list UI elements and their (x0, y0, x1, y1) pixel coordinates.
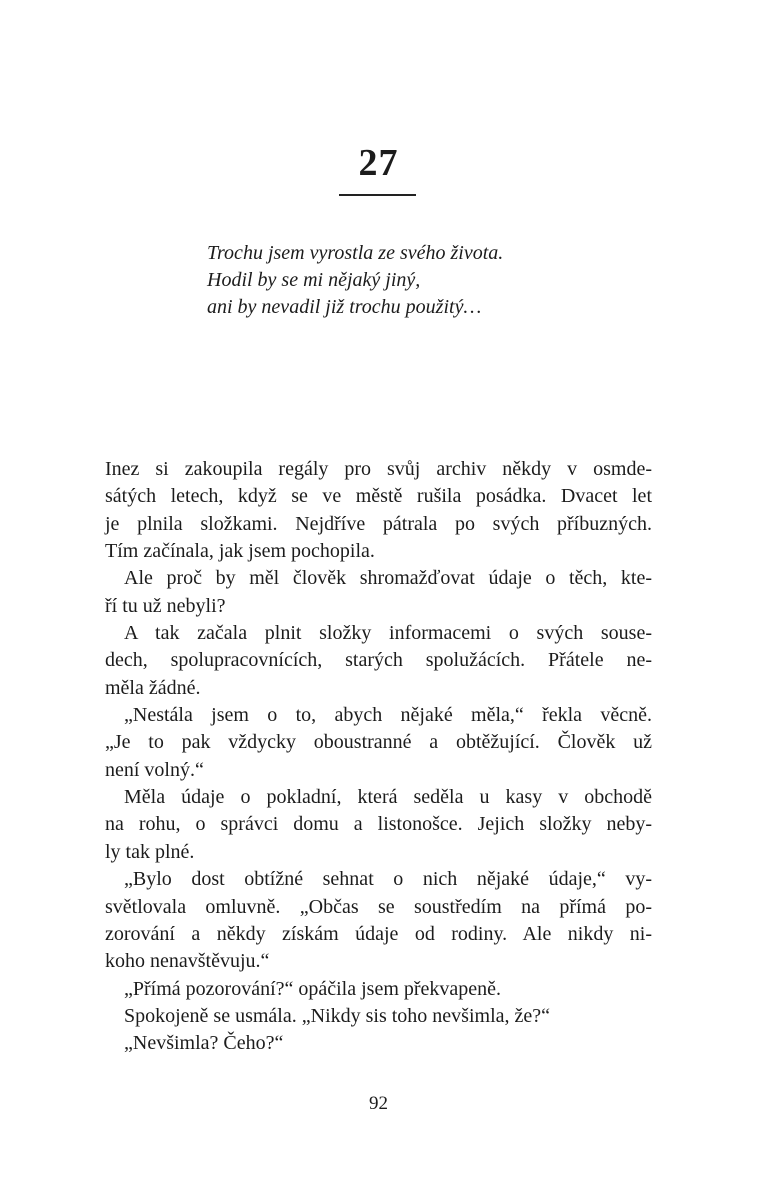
epigraph-line: Trochu jsem vyrostla ze svého života. (207, 242, 504, 264)
page-number: 92 (369, 1093, 388, 1114)
body-line: Spokojeně se usmála. „Nikdy sis toho nevšimla, že?“ (124, 1004, 551, 1027)
body-line: Měla údaje o pokladní, která seděla u kasy v obchodě (124, 786, 652, 809)
body-line: není volný.“ (105, 758, 204, 781)
body-line: „Přímá pozorování?“ opáčila jsem překvapeně. (124, 977, 502, 1000)
body-line: světlovala omluvně. „Občas se soustředím na přímá po- (105, 895, 652, 918)
body-line: koho nenavštěvuju.“ (105, 950, 270, 973)
body-line: „Bylo dost obtížné sehnat o nich nějaké údaje,“ vy- (124, 868, 652, 891)
body-line: Ale proč by měl člověk shromažďovat údaje o těch, kte- (124, 567, 652, 590)
body-line: je plnila složkami. Nejdříve pátrala po svých příbuzných. (105, 512, 652, 535)
epigraph-line: Hodil by se mi nějaký jiný, (207, 269, 421, 291)
chapter-rule (339, 194, 416, 196)
body-line: ří tu už nebyli? (105, 594, 226, 617)
body-line: sátých letech, když se ve městě rušila posádka. Dvacet let (105, 485, 652, 508)
body-line: ly tak plné. (105, 840, 195, 863)
body-line: měla žádné. (105, 676, 201, 699)
body-line: A tak začala plnit složky informacemi o svých souse- (124, 622, 652, 645)
epigraph (207, 240, 503, 321)
body-line: dech, spolupracovnících, starých spolužácích. Přátele ne- (105, 649, 652, 672)
epigraph-line: ani by nevadil již trochu použitý… (207, 296, 482, 318)
body-line: na rohu, o správci domu a listonošce. Jejich složky neby- (105, 813, 652, 836)
body-text (105, 456, 652, 1058)
body-line: Inez si zakoupila regály pro svůj archiv někdy v osmde- (105, 458, 652, 480)
body-line: „Nestála jsem o to, abych nějaké měla,“ řekla věcně. (124, 704, 652, 727)
body-line: Tím začínala, jak jsem pochopila. (105, 540, 375, 563)
body-line: zorování a někdy získám údaje od rodiny. Ale nikdy ni- (105, 922, 652, 945)
body-line: „Nevšimla? Čeho?“ (124, 1032, 284, 1055)
chapter-number: 27 (358, 142, 399, 184)
body-line: „Je to pak vždycky oboustranné a obtěžující. Člověk už (105, 731, 652, 754)
